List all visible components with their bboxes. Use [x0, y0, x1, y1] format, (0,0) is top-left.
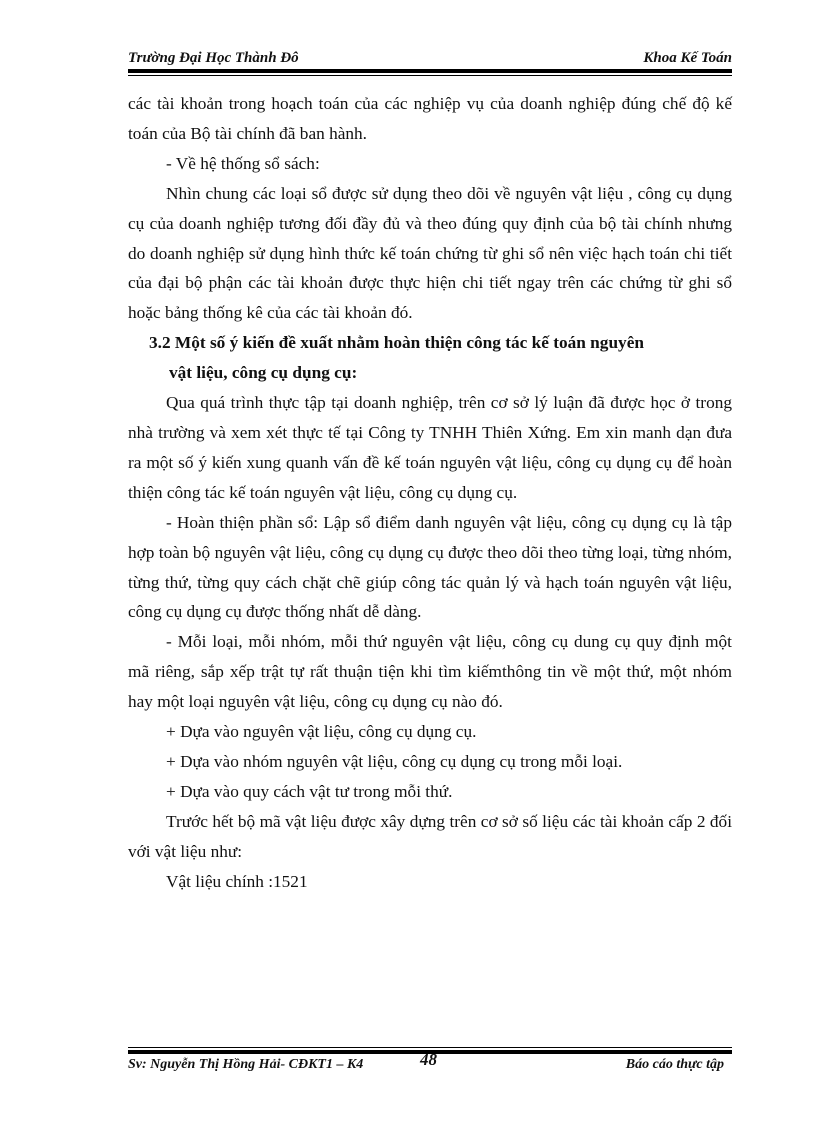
paragraph-bookkeeping-label: - Về hệ thống sổ sách:: [166, 153, 320, 173]
paragraph-continued: các tài khoản trong hoạch toán của các nghiệp vụ của doanh nghiệp đúng chế độ kế toán của Bộ tài chính đã ban hành.: [128, 94, 732, 143]
list-item-basis-groups: + Dựa vào nhóm nguyên vật liệu, công cụ dụng cụ trong mỗi loại.: [166, 751, 623, 771]
page-number: 48: [420, 1050, 437, 1069]
list-item-basis-materials: + Dựa vào nguyên vật liệu, công cụ dụng cụ.: [166, 722, 477, 742]
paragraph-account-codes: Trước hết bộ mã vật liệu được xây dựng trên cơ sở số liệu các tài khoản cấp 2 đối với vật liệu như:: [128, 811, 732, 861]
list-item-basis-specs: + Dựa vào quy cách vật tư trong mỗi thứ.: [166, 781, 453, 801]
header-rule-thin: [128, 75, 732, 76]
paragraph-ledger-completion: - Hoàn thiện phần sổ: Lập sổ điểm danh nguyên vật liệu, công cụ dụng cụ là tập hợp toàn bộ nguyên vật liệu, công cụ dụng cụ được theo dõi theo từng loại, từng nhóm, từng thứ, từng quy cách chặt chẽ giúp công tác quản lý và hạch toán nguyên vật liệu, công cụ dụng cụ được thống nhất dễ dàng.: [128, 512, 732, 622]
footer-rule-thin: [128, 1047, 732, 1048]
document-body: [128, 89, 732, 896]
section-heading-3-2: [128, 328, 732, 388]
header-rule-thick: [128, 69, 732, 73]
footer-report-title: Báo cáo thực tập: [625, 1057, 724, 1072]
footer-student-name: Sv: Nguyễn Thị Hồng Hải- CĐKT1 – K4: [128, 1057, 364, 1072]
paragraph-bookkeeping-system: Nhìn chung các loại sổ được sử dụng theo dõi về nguyên vật liệu , công cụ dụng cụ của doanh nghiệp tương đối đầy đủ và theo đúng quy định của bộ tài chính nhưng do doanh nghiệp sử dụng hình thức kế toán chứng từ ghi sổ nên việc hạch toán chi tiết của đại bộ phận các tài khoản được thực hiện chi tiết ngay trên các chứng từ ghi sổ hoặc bảng thống kê của các tài khoản đó.: [128, 183, 732, 323]
header-school-name: Trường Đại Học Thành Đô: [128, 50, 299, 66]
section-heading-line-2: vật liệu, công cụ dụng cụ:: [169, 363, 358, 383]
paragraph-main-materials: Vật liệu chính :1521: [166, 871, 308, 891]
paragraph-material-codes: - Mỗi loại, mỗi nhóm, mỗi thứ nguyên vật liệu, công cụ dung cụ quy định một mã riêng, sắp xếp trật tự rất thuận tiện khi tìm kiếmthông tin về một thứ, một nhóm hay một loại nguyên vật liệu, công cụ dụng cụ nào đó.: [128, 632, 732, 712]
section-heading-line-1: 3.2 Một số ý kiến đề xuất nhằm hoàn thiện công tác kế toán nguyên: [149, 333, 644, 353]
paragraph-internship-proposal: Qua quá trình thực tập tại doanh nghiệp, trên cơ sở lý luận đã được học ở trong nhà trường và xem xét thực tế tại Công ty TNHH Thiên Xứng. Em xin manh dạn đưa ra một số ý kiến xung quanh vấn đề kế toán nguyên vật liệu, công cụ dụng cụ để hoàn thiện công tác kế toán nguyên vật liệu, công cụ dụng cụ.: [128, 393, 732, 502]
header-department: Khoa Kế Toán: [643, 50, 732, 66]
page-header: [128, 50, 732, 70]
